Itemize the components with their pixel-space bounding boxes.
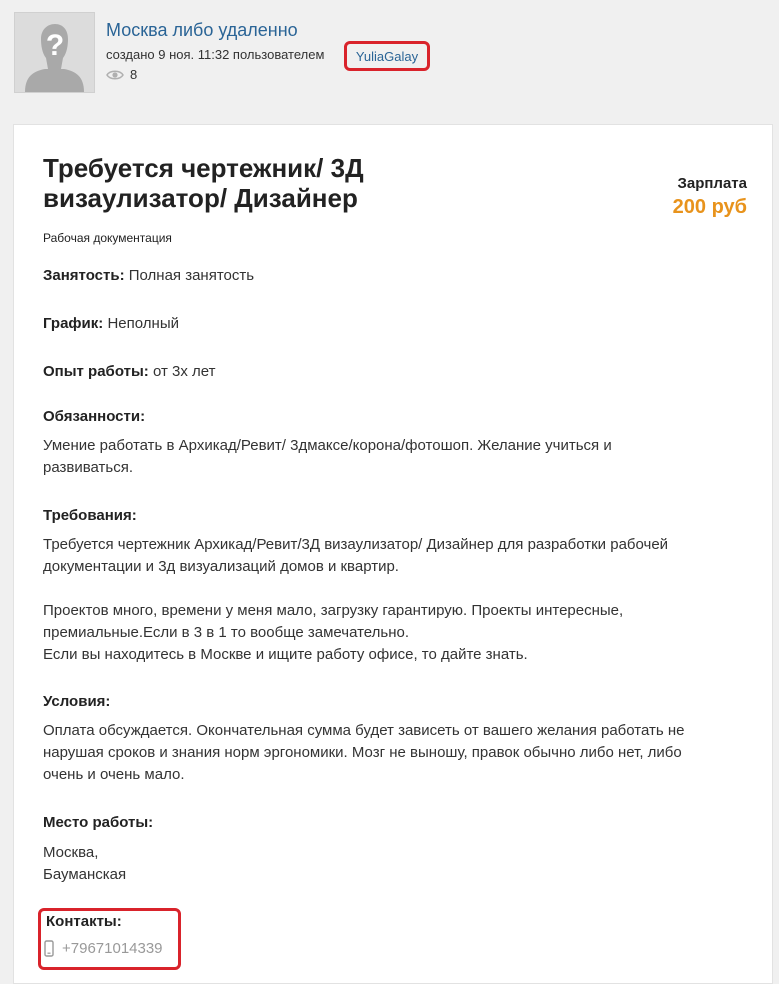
employment-row xyxy=(43,267,254,284)
duties-label: Обязанности: xyxy=(43,408,146,425)
mobile-phone-icon xyxy=(44,940,54,957)
schedule-value: Неполный xyxy=(107,315,179,332)
contacts-label: Контакты: xyxy=(46,913,122,930)
conditions-line: очень и очень мало. xyxy=(43,766,185,783)
workplace-label: Место работы: xyxy=(43,814,154,831)
requirements-line: Проектов много, времени у меня мало, загрузку гарантирую. Проекты интересные, xyxy=(43,602,624,619)
conditions-line: нарушая сроков и знания норм эргономики. Мозг не выношу, правок обычно либо нет, либо xyxy=(43,744,682,761)
conditions-text xyxy=(43,720,743,786)
employment-label: Занятость: xyxy=(43,267,125,284)
schedule-row xyxy=(43,315,179,332)
requirements-line: Требуется чертежник Архикад/Ревит/3Д визаулизатор/ Дизайнер для разработки рабочей xyxy=(43,536,669,553)
views-count: 8 xyxy=(130,67,138,82)
experience-row xyxy=(43,363,215,380)
conditions-line: Оплата обсуждается. Окончательная сумма будет зависеть от вашего желания работать не xyxy=(43,722,685,739)
requirements-text xyxy=(43,534,743,666)
eye-icon xyxy=(106,69,124,81)
duties-text: Умение работать в Архикад/Ревит/ 3дмаксе/корона/фотошоп. Желание учиться и развиваться. xyxy=(43,437,612,476)
job-title: Требуется чертежник/ 3Д визаулизатор/ Дизайнер xyxy=(43,153,364,213)
avatar[interactable] xyxy=(14,12,95,93)
salary-value: 200 руб xyxy=(672,196,747,218)
phone-contact[interactable] xyxy=(44,940,163,957)
workplace-line: Москва, xyxy=(43,844,99,861)
requirements-line: документации и 3д визуализаций домов и квартир. xyxy=(43,558,399,575)
requirements-line: Если вы находитесь в Москве и ищите работу офисе, то дайте знать. xyxy=(43,646,528,663)
user-silhouette-icon xyxy=(15,13,94,92)
topic-title-link[interactable]: Москва либо удаленно xyxy=(106,20,298,40)
schedule-label: График: xyxy=(43,315,104,332)
created-info: создано 9 ноя. 11:32 пользователем xyxy=(106,47,325,62)
requirements-label: Требования: xyxy=(43,507,137,524)
username-link[interactable]: YuliaGalay xyxy=(344,41,430,71)
paragraph-gap xyxy=(43,578,743,600)
views-counter xyxy=(106,67,137,82)
experience-value: от 3х лет xyxy=(152,363,216,380)
workplace-text xyxy=(43,842,743,886)
conditions-label: Условия: xyxy=(43,693,111,710)
requirements-line: премиальные.Если в 3 в 1 то вообще замечательно. xyxy=(43,624,409,641)
svg-text:?: ? xyxy=(45,29,65,62)
job-category: Рабочая документация xyxy=(43,231,172,245)
salary-label: Зарплата xyxy=(677,175,747,192)
contacts-block xyxy=(38,908,181,970)
vacancy-card xyxy=(13,124,773,984)
phone-number[interactable]: +79671014339 xyxy=(62,940,163,957)
workplace-line: Бауманская xyxy=(43,866,127,883)
employment-value: Полная занятость xyxy=(128,267,255,284)
experience-label: Опыт работы: xyxy=(43,363,149,380)
